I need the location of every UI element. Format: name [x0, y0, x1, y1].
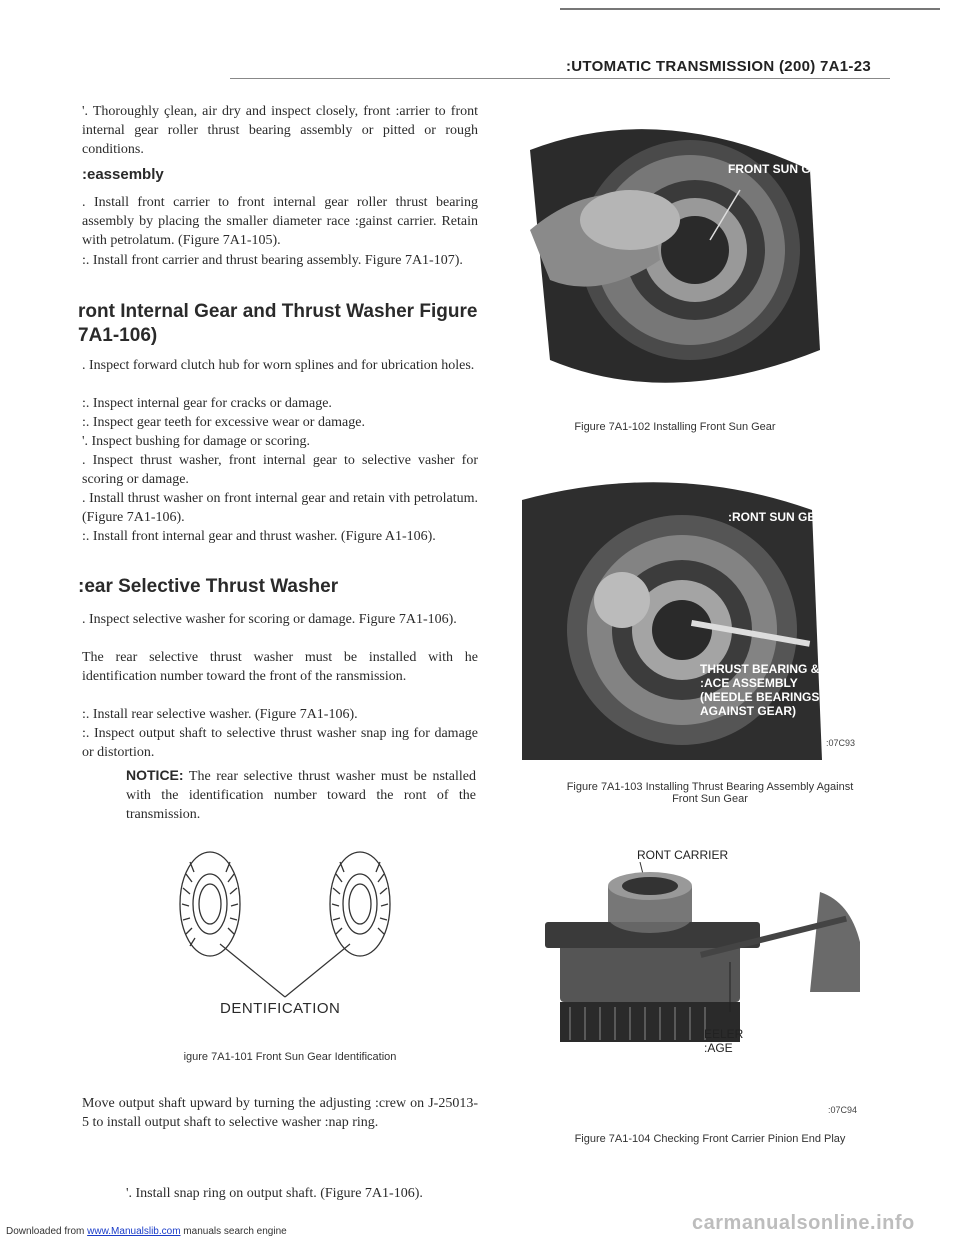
- paragraph-inspect-bushing: '. Inspect bushing for damage or scoring.: [82, 434, 311, 449]
- paragraph-install-bearing: :. Install front carrier and thrust bearing assembly. Figure 7A1-107).: [82, 253, 463, 268]
- callout-front-sun-gear: FRONT SUN GEAR: [728, 162, 836, 176]
- paragraph-install-rear-washer: :. Install rear selective washer. (Figure 7A1-106).: [82, 707, 358, 722]
- notice-text: The rear selective thrust washer must be nstalled with the identification number toward the ront of the transmission.: [126, 769, 476, 822]
- paragraph-install-washer: . Install thrust washer on front internal gear and retain vith petrolatum. (Figure 7A1-106).: [82, 491, 478, 525]
- footer-prefix: Downloaded from: [6, 1226, 88, 1237]
- paragraph-inspect-washer: . Inspect thrust washer, front internal gear to selective vasher for scoring or damage.: [82, 453, 478, 487]
- callout-front-carrier: RONT CARRIER: [637, 848, 729, 862]
- paragraph-install-carrier: . Install front carrier to front internal gear roller thrust bearing assembly by placing the smaller diameter race :gainst carrier. Retain with petrolatum. (Figure 7A1-105).: [82, 195, 478, 248]
- callout-front-sun-gear-2: :RONT SUN GEAR: [728, 510, 833, 524]
- figure-front-carrier-end-play-photo: [530, 862, 870, 1072]
- top-rule: [560, 8, 940, 10]
- left-gear-drawing: [180, 852, 240, 956]
- footer-suffix: manuals search engine: [180, 1226, 287, 1237]
- figure-101-caption: igure 7A1-101 Front Sun Gear Identification: [183, 1051, 397, 1063]
- callout-thrust-bearing: THRUST BEARING & :ACE ASSEMBLY (NEEDLE BEARINGS AGAINST GEAR): [700, 662, 820, 718]
- figure-103-code: :07C93: [826, 738, 856, 748]
- paragraph-rear-washer-note: The rear selective thrust washer must be installed with he identification number toward the front of the ransmission.: [82, 650, 478, 684]
- paragraph-inspect-selective: . Inspect selective washer for scoring or damage. Figure 7A1-106).: [82, 612, 457, 627]
- paragraph-inspect-snap-ring: :. Inspect output shaft to selective thrust washer snap ing for damage or distortion.: [82, 726, 478, 760]
- heading-front-internal-gear: ront Internal Gear and Thrust Washer Figure 7A1-106): [78, 301, 478, 346]
- manualslib-link[interactable]: www.Manualslib.com: [87, 1226, 181, 1237]
- paragraph-move-output-shaft: Move output shaft upward by turning the adjusting :crew on J-25013-5 to install output shaft to selective washer :nap ring.: [82, 1096, 478, 1130]
- figure-install-front-sun-gear-photo: [510, 110, 830, 410]
- callout-feeler-gage: EELER :AGE: [704, 1027, 744, 1055]
- figure-103-caption-line1: Figure 7A1-103 Installing Thrust Bearing Assembly Against: [566, 781, 854, 793]
- identification-leader-lines: [220, 944, 350, 997]
- page-header-title: :UTOMATIC TRANSMISSION (200) 7A1-23: [566, 58, 871, 75]
- paragraph-inspect-hub: . Inspect forward clutch hub for worn splines and for ubrication holes.: [82, 358, 475, 373]
- watermark: carmanualsonline.info: [692, 1212, 915, 1234]
- paragraph-install-gear: :. Install front internal gear and thrust washer. (Figure A1-106).: [82, 529, 436, 544]
- paragraph-install-snap-ring: '. Install snap ring on output shaft. (Figure 7A1-106).: [126, 1186, 423, 1201]
- figure-104-code: :07C94: [828, 1105, 858, 1115]
- download-footer: [6, 1226, 287, 1237]
- paragraph-clean-inspect: '. Thoroughly çlean, air dry and inspect closely, front :arrier to front internal gear roller thrust bearing assembly or pitted or rough conditions.: [82, 104, 478, 157]
- right-gear-drawing: [330, 852, 390, 956]
- figure-102-caption: Figure 7A1-102 Installing Front Sun Gear: [574, 421, 776, 433]
- figure-104-caption: Figure 7A1-104 Checking Front Carrier Pinion End Play: [574, 1133, 846, 1145]
- heading-reassembly: :eassembly: [82, 166, 164, 183]
- heading-rear-selective-washer: :ear Selective Thrust Washer: [78, 576, 339, 597]
- header-rule: [230, 78, 890, 79]
- figure-103-caption-line2: Front Sun Gear: [672, 793, 748, 805]
- figure-103-caption: [520, 781, 900, 805]
- identification-label: DENTIFICATION: [220, 1000, 341, 1017]
- paragraph-inspect-teeth: :. Inspect gear teeth for excessive wear or damage.: [82, 415, 365, 430]
- paragraph-inspect-internal-gear: :. Inspect internal gear for cracks or damage.: [82, 396, 332, 411]
- notice-block: [126, 766, 476, 824]
- notice-label: NOTICE:: [126, 767, 184, 783]
